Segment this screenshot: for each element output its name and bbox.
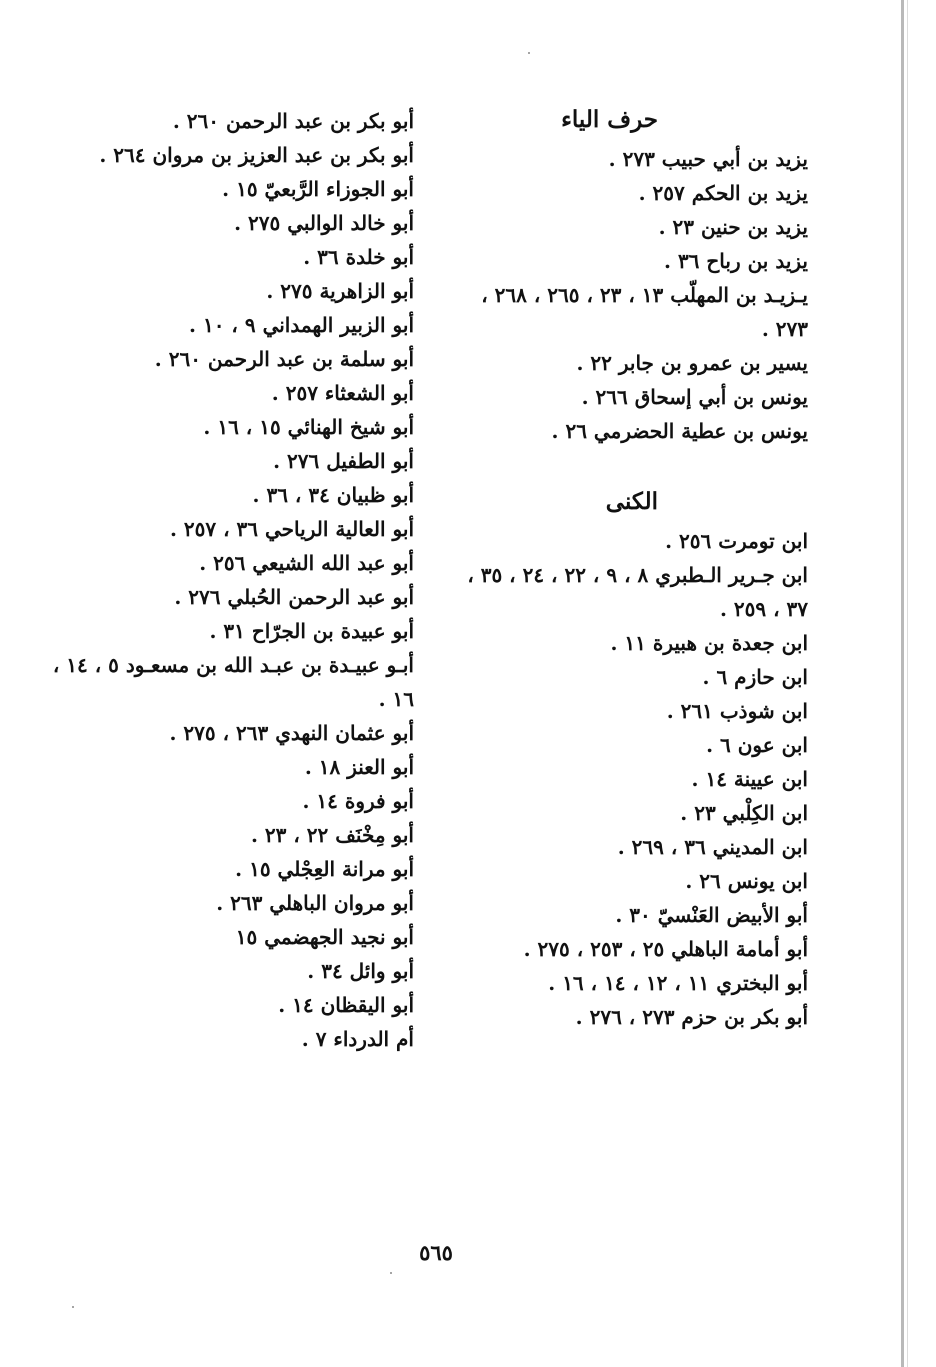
index-entry: أبو مِخْنَف ٢٢ ، ٢٣ .: [250, 823, 414, 847]
index-entry: أبو بكر بن عبد العزيز بن مروان ٢٦٤ .: [99, 143, 414, 167]
index-entry: أبو شيخ الهنائي ١٥ ، ١٦ .: [203, 415, 414, 439]
index-entry: أبو نجيد الجهضمي ١٥: [235, 925, 414, 949]
ya-entries: [458, 142, 808, 448]
index-entry: أبو اليقظان ١٤ .: [278, 993, 414, 1017]
index-entry: أبو فروة ١٤ .: [302, 789, 414, 813]
index-entry: يونس بن عطية الحضرمي ٢٦ .: [551, 419, 808, 443]
index-entry: أبو الزبير الهمداني ٩ ، ١٠ .: [189, 313, 414, 337]
index-entry: أبو الشعثاء ٢٥٧ .: [271, 381, 414, 405]
left-column: [44, 104, 414, 1056]
page-number: ٥٦٥: [419, 1240, 453, 1265]
index-entry: ابن تومرت ٢٥٦ .: [665, 529, 808, 553]
index-entry: ابن يونس ٢٦ .: [685, 869, 808, 893]
index-entry: أبو العالية الرياحي ٣٦ ، ٢٥٧ .: [169, 517, 414, 541]
index-entry: أبو عثمان النهدي ٢٦٣ ، ٢٧٥ .: [169, 721, 414, 745]
section-gap: [458, 448, 808, 482]
index-entry: أبو عبد الرحمن الحُبلي ٢٧٦ .: [174, 585, 414, 609]
index-entry: أبو ظبيان ٣٤ ، ٣٦ .: [252, 483, 414, 507]
index-entry: يزيد بن رباح ٣٦ .: [664, 249, 808, 273]
index-entry: أبو بكر بن عبد الرحمن ٢٦٠ .: [172, 109, 414, 133]
index-entry: يونس بن أبي إسحاق ٢٦٦ .: [581, 385, 808, 409]
kuna-entries: [458, 524, 808, 1034]
index-entry: أبو بكر بن حزم ٢٧٣ ، ٢٧٦ .: [575, 1005, 808, 1029]
index-entry: أبو خالد الوالبي ٢٧٥ .: [234, 211, 414, 235]
index-entry: أبـو عبيـدة بن عبـد الله بن مسعـود ٥ ، ١٤ ، ١٦ .: [52, 653, 414, 711]
index-entry: يزيد بن حنين ٢٣ .: [658, 215, 808, 239]
index-entry: ابن المديني ٣٦ ، ٢٦٩ .: [617, 835, 808, 859]
index-entry: أبو وائل ٣٤ .: [307, 959, 414, 983]
index-entry: أبو الجوزاء الرَّبعيّ ١٥ .: [222, 177, 414, 201]
page-binding-edge: [901, 0, 904, 1367]
section-heading-kuna: الكنى: [605, 488, 658, 515]
section-heading-ya: حرف الياء: [561, 106, 658, 133]
index-entry: يزيد بن أبي حبيب ٢٧٣ .: [608, 147, 808, 171]
index-entry: أبو الأبيض العَنْسيّ ٣٠ .: [615, 903, 808, 927]
index-entry: يسير بن عمرو بن جابر ٢٢ .: [576, 351, 808, 375]
right-column: [458, 100, 808, 1034]
index-entry: أبو مرانة العِجْلي ١٥ .: [235, 857, 414, 881]
index-entry: يـزيـد بن المهلّب ١٣ ، ٢٣ ، ٢٦٥ ، ٢٦٨ ، ٢٧٣ .: [481, 283, 808, 341]
index-entry: أبو عبد الله الشيعي ٢٥٦ .: [199, 551, 414, 575]
index-entry: ابن عون ٦ .: [706, 733, 808, 757]
index-entry: أبو العنز ١٨ .: [304, 755, 414, 779]
index-entry: ابن حازم ٦ .: [702, 665, 808, 689]
index-entry: أم الدرداء ٧ .: [301, 1027, 414, 1051]
index-entry: ابن الكِلْبي ٢٣ .: [680, 801, 808, 825]
index-entry: ابن عيينة ١٤ .: [691, 767, 808, 791]
scan-speck: [72, 1306, 74, 1308]
index-entry: أبو أمامة الباهلي ٢٥ ، ٢٥٣ ، ٢٧٥ .: [523, 937, 808, 961]
index-entry: يزيد بن الحكم ٢٥٧ .: [638, 181, 808, 205]
scan-speck: [528, 52, 530, 54]
index-entry: أبو مروان الباهلي ٢٦٣ .: [216, 891, 414, 915]
index-entry: ابن جـرير الـطبري ٨ ، ٩ ، ٢٢ ، ٢٤ ، ٣٥ ، ٣٧ ، ٢٥٩ .: [467, 563, 808, 621]
index-entry: أبو الزاهرية ٢٧٥ .: [266, 279, 414, 303]
scan-speck: [390, 1272, 392, 1274]
index-entry: أبو عبيدة بن الجرّاح ٣١ .: [209, 619, 414, 643]
index-entry: أبو سلمة بن عبد الرحمن ٢٦٠ .: [154, 347, 414, 371]
index-entry: ابن جعدة بن هبيرة ١١ .: [610, 631, 808, 655]
index-entry: ابن شوذب ٢٦١ .: [666, 699, 808, 723]
index-entry: أبو خلدة ٣٦ .: [303, 245, 414, 269]
index-entry: أبو البختري ١١ ، ١٢ ، ١٤ ، ١٦ .: [548, 971, 808, 995]
index-entry: أبو الطفيل ٢٧٦ .: [273, 449, 414, 473]
page-binding-edge-outer: [907, 0, 908, 1367]
